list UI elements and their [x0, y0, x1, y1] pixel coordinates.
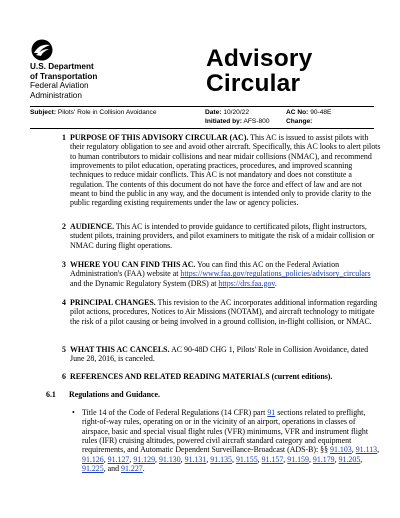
drs-link[interactable]: https://drs.faa.gov	[218, 278, 275, 288]
ac-number-field	[286, 109, 331, 117]
regulation-link-91-131[interactable]: 91.131	[184, 454, 207, 464]
section-heading: REFERENCES AND RELATED READING MATERIALS (current editions).	[70, 372, 333, 381]
faa-ac-link[interactable]: https://www.faa.gov/regulations_policies/advisory_circulars	[180, 269, 371, 279]
bullet-text-a: Title 14 of the Code of Federal Regulations (14 CFR) part	[82, 408, 268, 417]
section-heading: AUDIENCE.	[70, 222, 115, 231]
subject-label: Subject:	[30, 109, 57, 116]
section-body: This revision to the AC incorporates additional information regarding pilot actions, procedures, Notices to Air Missions (NOTAM), and aircraft technology to mitigate the risk of a pilot causing or being involved in a ground collision, in-flight collision, or NMAC.	[70, 298, 378, 326]
header-rule-top	[30, 106, 374, 107]
section-body-a: You can find this AC on the Federal Aviation Administration's (FAA) website at	[70, 260, 340, 279]
document-header	[0, 0, 400, 106]
section-body-c: .	[274, 278, 277, 288]
link-separator: ,	[308, 454, 313, 464]
ac-number-label: AC No:	[286, 109, 309, 116]
bullet-text-c: , and	[103, 464, 122, 474]
initiated-by-value: AFS-800	[243, 117, 270, 125]
header-rule-bottom	[30, 128, 374, 129]
subsection-number: 6.1	[46, 390, 56, 399]
section-heading: WHAT THIS AC CANCELS.	[70, 345, 170, 354]
section-text	[70, 372, 382, 381]
regulation-link-91-113[interactable]: 91.113	[355, 445, 378, 455]
link-separator: ,	[283, 454, 288, 464]
link-separator: ,	[334, 454, 339, 464]
link-separator: ,	[257, 454, 262, 464]
section-text	[70, 133, 382, 208]
dept-line-4: Administration	[30, 90, 82, 100]
date-field	[205, 109, 249, 117]
section-body: This AC is intended to provide guidance to certificated pilots, flight instructors, student pilots, training providers, and pilot examiners to mitigate the risk of a midair collision or NMAC during flight operations.	[70, 222, 375, 250]
link-separator: ,	[351, 445, 356, 455]
bullet-text-b: sections related to preflight, right-of-way rules, operating on or in the vicinity of an airport, operations in classes of airspace, basic and special visual flight rules (VFR) minimums, VFR and instrument flight rules (IFR) cruising altitudes, powered civil aircraft standard category and equipment requirements, and Automatic Dependent Surveillance-Broadcast (ADS-B): §§	[82, 408, 369, 455]
section-text	[70, 222, 382, 250]
title-line-1: Advisory	[206, 45, 313, 72]
initiated-by-field	[205, 118, 270, 126]
section-heading: PURPOSE OF THIS ADVISORY CIRCULAR (AC).	[70, 133, 249, 142]
section-body: This AC is issued to assist pilots with their regulatory obligation to see and avoid other aircraft. Specifically, this AC looks to alert pilots to human contributors to midair collisions and near midair collisions (NMAC), and recommend improvements to pilot education, operating practices, procedures, and improved scanning techniques to reduce midair conflicts. This AC is not mandatory and does not constitute a regulation. The contents of this document do not have the force and effect of law and are not meant to bind the public in any way, and the document is intended only to provide clarity to the public regarding existing requirements under the law or agency policies.	[70, 133, 381, 208]
regulation-link-91-130[interactable]: 91.130	[158, 454, 181, 464]
regulation-link-91-127[interactable]: 91.127	[107, 454, 130, 464]
section-number: 2	[62, 222, 66, 231]
section-heading: WHERE YOU CAN FIND THIS AC.	[70, 260, 196, 269]
link-separator: ,	[155, 454, 159, 464]
subsection-heading: Regulations and Guidance.	[69, 390, 160, 399]
date-label: Date:	[205, 109, 222, 116]
advisory-circular-title	[206, 46, 312, 96]
regulation-link-91-155[interactable]: 91.155	[235, 454, 258, 464]
change-label: Change:	[286, 117, 313, 125]
section-number: 1	[62, 133, 66, 142]
link-separator: ,	[103, 454, 108, 464]
change-field	[286, 118, 312, 126]
section-body: AC 90-48D CHG 1, Pilots' Role in Collision Avoidance, dated June 28, 2016, is canceled.	[70, 345, 369, 364]
title-line-2: Circular	[206, 70, 301, 97]
regulation-link-91-126[interactable]: 91.126	[82, 454, 104, 464]
dept-line-1: U.S. Department	[30, 62, 94, 71]
section-text	[70, 260, 382, 288]
link-separator: ,	[231, 454, 236, 464]
section-number: 5	[62, 345, 66, 354]
part-91-link[interactable]: 91	[267, 408, 276, 417]
bullet-icon: •	[72, 408, 75, 417]
link-separator: ,	[180, 454, 185, 464]
regulation-link-91-205[interactable]: 91.205	[338, 454, 361, 464]
initiated-by-label: Initiated by:	[205, 117, 242, 125]
dept-line-2: of Transportation	[30, 71, 98, 81]
bullet-text	[82, 408, 384, 473]
date-value: 10/20/22	[223, 109, 250, 116]
link-separator: ,	[360, 454, 363, 464]
regulation-link-91-159[interactable]: 91.159	[287, 454, 309, 464]
subject-value: Pilots' Role in Collision Avoidance	[57, 109, 157, 116]
link-separator: ,	[377, 445, 380, 455]
link-separator: ,	[206, 454, 211, 464]
department-name	[30, 62, 97, 100]
subject-field	[30, 109, 157, 117]
section-number: 6	[62, 372, 66, 381]
dept-line-3: Federal Aviation	[30, 81, 89, 91]
regulation-link-91-179[interactable]: 91.179	[312, 454, 335, 464]
section-body-b: and the Dynamic Regulatory System (DRS) at	[70, 278, 219, 288]
section-heading: PRINCIPAL CHANGES.	[70, 298, 156, 307]
regulation-link-91-103[interactable]: 91.103	[330, 445, 352, 455]
regulation-link-91-157[interactable]: 91.157	[261, 454, 284, 464]
ac-number-value: 90-48E	[310, 109, 332, 116]
regulation-link-91-227[interactable]: 91.227	[121, 464, 143, 474]
regulation-link-91-225[interactable]: 91.225	[82, 464, 104, 474]
section-number: 3	[62, 260, 66, 269]
regulation-link-91-129[interactable]: 91.129	[133, 454, 156, 464]
bullet-text-d: .	[142, 464, 145, 474]
link-separator: ,	[129, 454, 134, 464]
regulation-link-91-135[interactable]: 91.135	[210, 454, 232, 464]
section-text	[70, 345, 382, 364]
section-number: 4	[62, 298, 66, 307]
dot-seal-icon	[31, 39, 53, 61]
section-text	[70, 298, 382, 326]
